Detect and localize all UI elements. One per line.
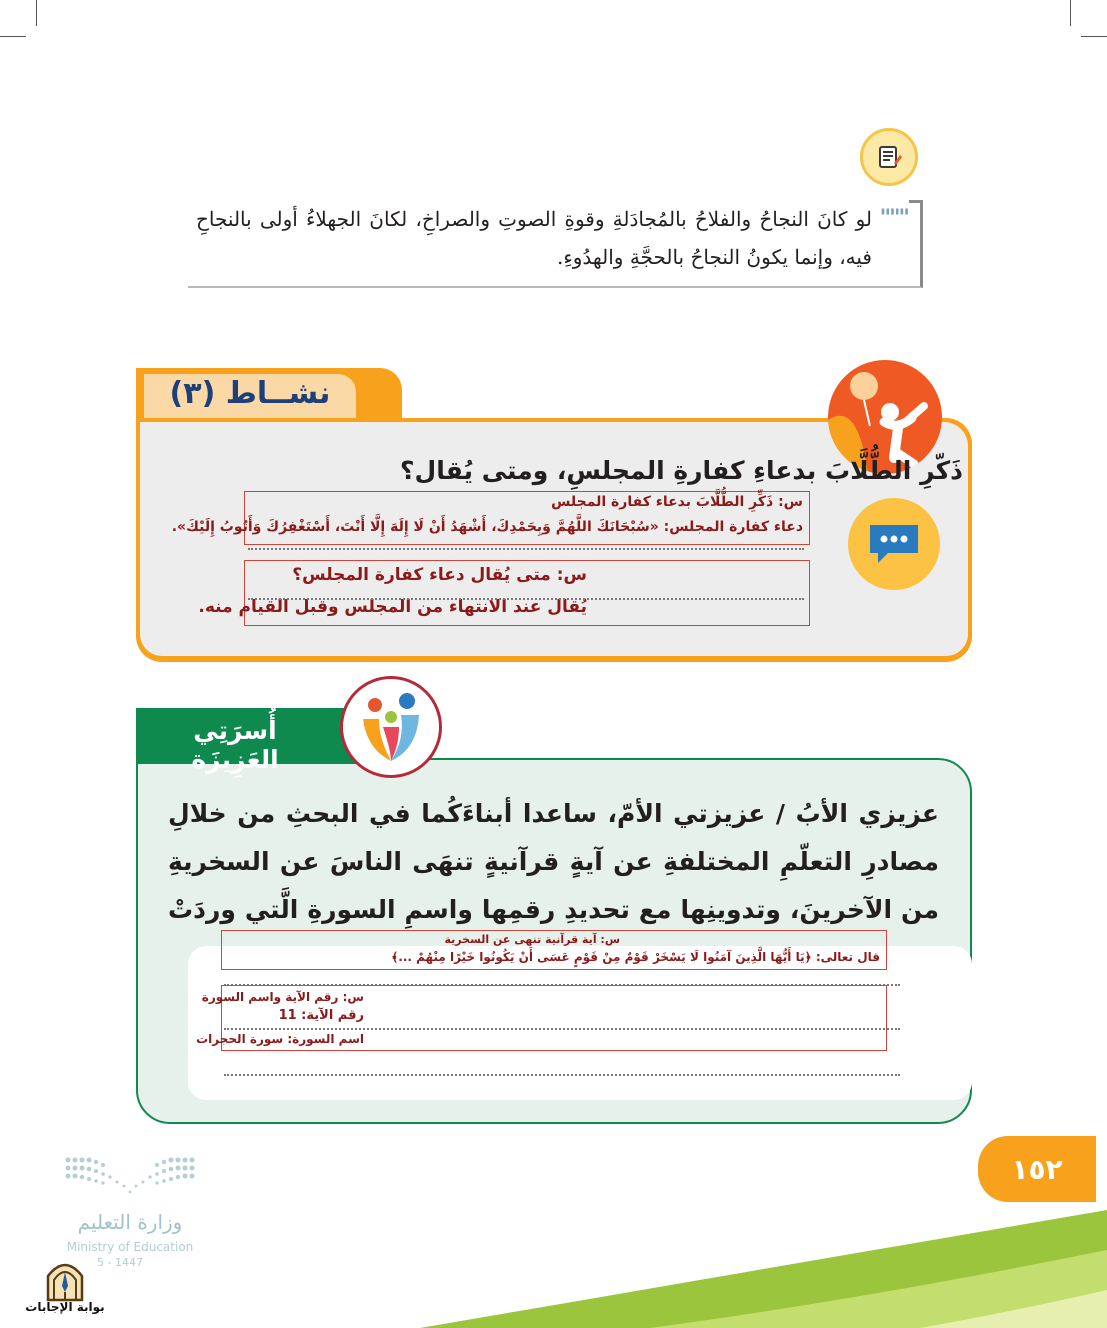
dotted-line: [248, 598, 804, 600]
answer-text: دعاء كفارة المجلس: «سُبْحَانَكَ اللَّهُمَّ وَبِحَمْدِكَ، أَشْهَدُ أَنْ لَا إِلَهَ إِلَّا أَنْتَ، أَسْتَغْفِرُكَ وَأَتُوبُ إِلَيْكَ».: [171, 519, 803, 535]
activity-question: ذَكّرِ الطُّلَّابَ بدعاءِ كفارةِ المجلسِ، ومتى يُقال؟: [400, 456, 963, 485]
quote-text: لو كانَ النجاحُ والفلاحُ بالمُجادَلةِ وقوةِ الصوتِ والصراخِ، لكانَ الجهلاءُ أولى بالنجاحِ فيه، وإنما يكونُ النجاحُ بالحجَّةِ والهدُوءِ.: [196, 207, 872, 269]
answer-box-4: [196, 985, 887, 1051]
activity-title: نشــاط (٣): [169, 376, 331, 411]
crop-mark: [1070, 0, 1071, 26]
answer-question-label: س: آية قرآنية تنهى عن السخرية: [444, 933, 620, 946]
crop-mark: [1081, 36, 1107, 37]
answer-question-label: س: رقم الآية واسم السورة: [201, 990, 364, 1004]
dotted-line: [224, 1028, 900, 1030]
dotted-line: [224, 1074, 900, 1076]
decorative-swoosh: [400, 1210, 1107, 1328]
ministry-year: 5 - 1447: [97, 1256, 143, 1269]
answer-box-3: [221, 930, 887, 970]
chat-bubble-icon: [848, 498, 940, 590]
ministry-logo-icon: [62, 1152, 198, 1202]
crop-mark: [0, 36, 26, 37]
family-icon: [340, 676, 442, 778]
family-title: أُسرَتِي العَزِيزَة: [191, 716, 279, 774]
answer-box-1: [171, 491, 810, 545]
answer-box-2: [198, 560, 810, 626]
answer-text: اسم السورة: سورة الحجرات: [196, 1032, 364, 1046]
answer-text: رقم الآية: 11: [278, 1008, 364, 1023]
answer-text: قال تعالى: ﴿يَا أَيُّهَا الَّذِينَ آمَنُوا لَا يَسْخَرْ قَوْمٌ مِنْ قَوْمٍ عَسَى أَنْ يَكُونُوا خَيْرًا مِنْهُمْ ...﴾: [391, 950, 880, 964]
notebook-icon: [860, 128, 918, 186]
portal-logo-icon: [42, 1256, 88, 1302]
quote-mark-icon: """: [879, 206, 908, 231]
answer-question-label: س: متى يُقال دعاء كفارة المجلس؟: [292, 565, 587, 585]
quote-box: [188, 200, 923, 288]
family-text: عزيزي الأبُ / عزيزتي الأمّ، ساعدا أبناءَكُما في البحثِ من خلالِ مصادرِ التعلّمِ المختلفةِ عن آيةٍ قرآنيةٍ تنهَى الناسَ عن السخريةِ من الآخرينَ، وتدوينِها مع تحديدِ رقمِها واسمِ السورةِ الَّتي وردَتْ: [168, 799, 939, 924]
portal-label: بوابة الإجابات: [25, 1300, 105, 1314]
answer-question-label: س: ذَكِّرِ الطُّلَّابَ بدعاء كفارة المجلس: [551, 494, 803, 510]
dotted-line: [248, 548, 804, 550]
answer-text: يُقال عند الانتهاء من المجلس وقبل القيام منه.: [198, 597, 587, 617]
crop-mark: [36, 0, 37, 26]
page-number: ١٥٢: [978, 1136, 1096, 1202]
ministry-name-en: Ministry of Education: [66, 1240, 194, 1254]
ministry-name-ar: وزارة التعليم: [77, 1210, 183, 1234]
